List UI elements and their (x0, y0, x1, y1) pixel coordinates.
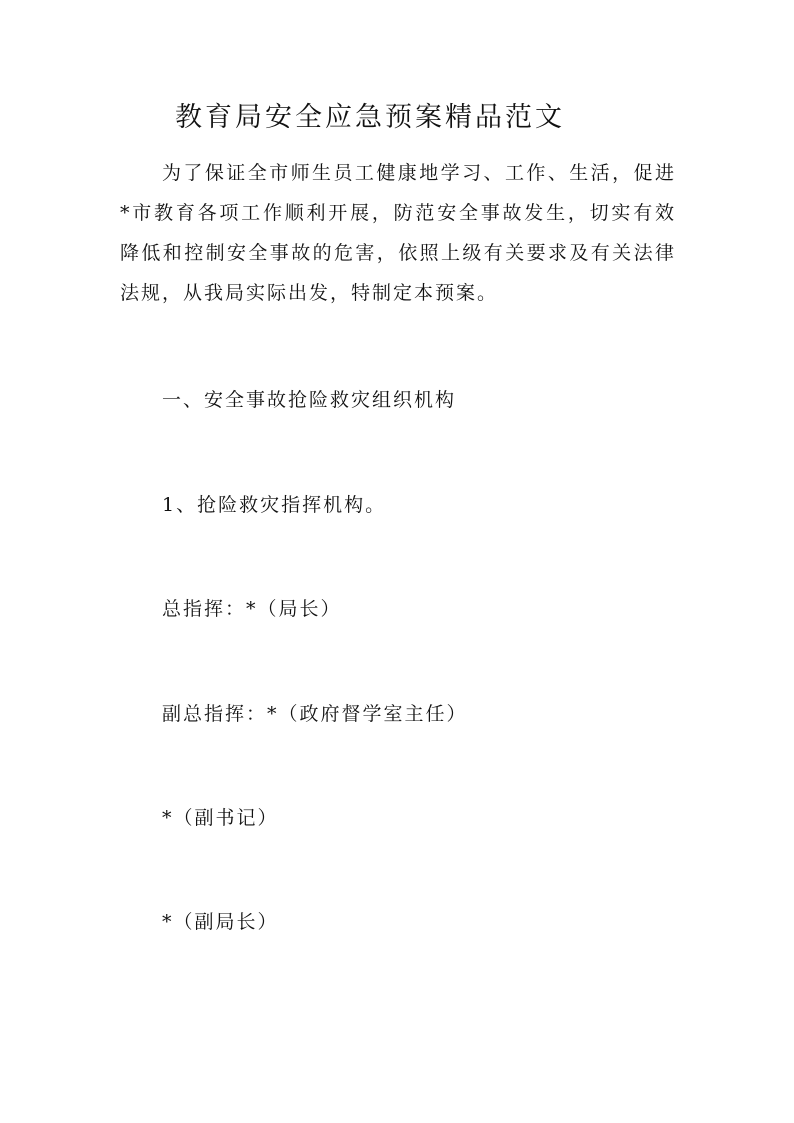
document-title: 教育局安全应急预案精品范文 (175, 102, 565, 133)
deputy-secretary-line: *（副书记） (162, 807, 279, 829)
deputy-director-line: *（副局长） (162, 911, 279, 933)
intro-paragraph: 为了保证全市师生员工健康地学习、工作、生活，促进*市教育各项工作顺利开展，防范安全事故发生，切实有效降低和控制安全事故的危害，依照上级有关要求及有关法律法规，从我局实际出发，特制定本预案。 (120, 162, 676, 304)
commander-line: 总指挥：*（局长） (162, 598, 342, 620)
section-heading: 一、安全事故抢险救灾组织机构 (162, 389, 457, 411)
deputy-commander-line: 副总指挥：*（政府督学室主任） (162, 703, 468, 725)
subsection-heading: 1、抢险救灾指挥机构。 (162, 494, 387, 516)
